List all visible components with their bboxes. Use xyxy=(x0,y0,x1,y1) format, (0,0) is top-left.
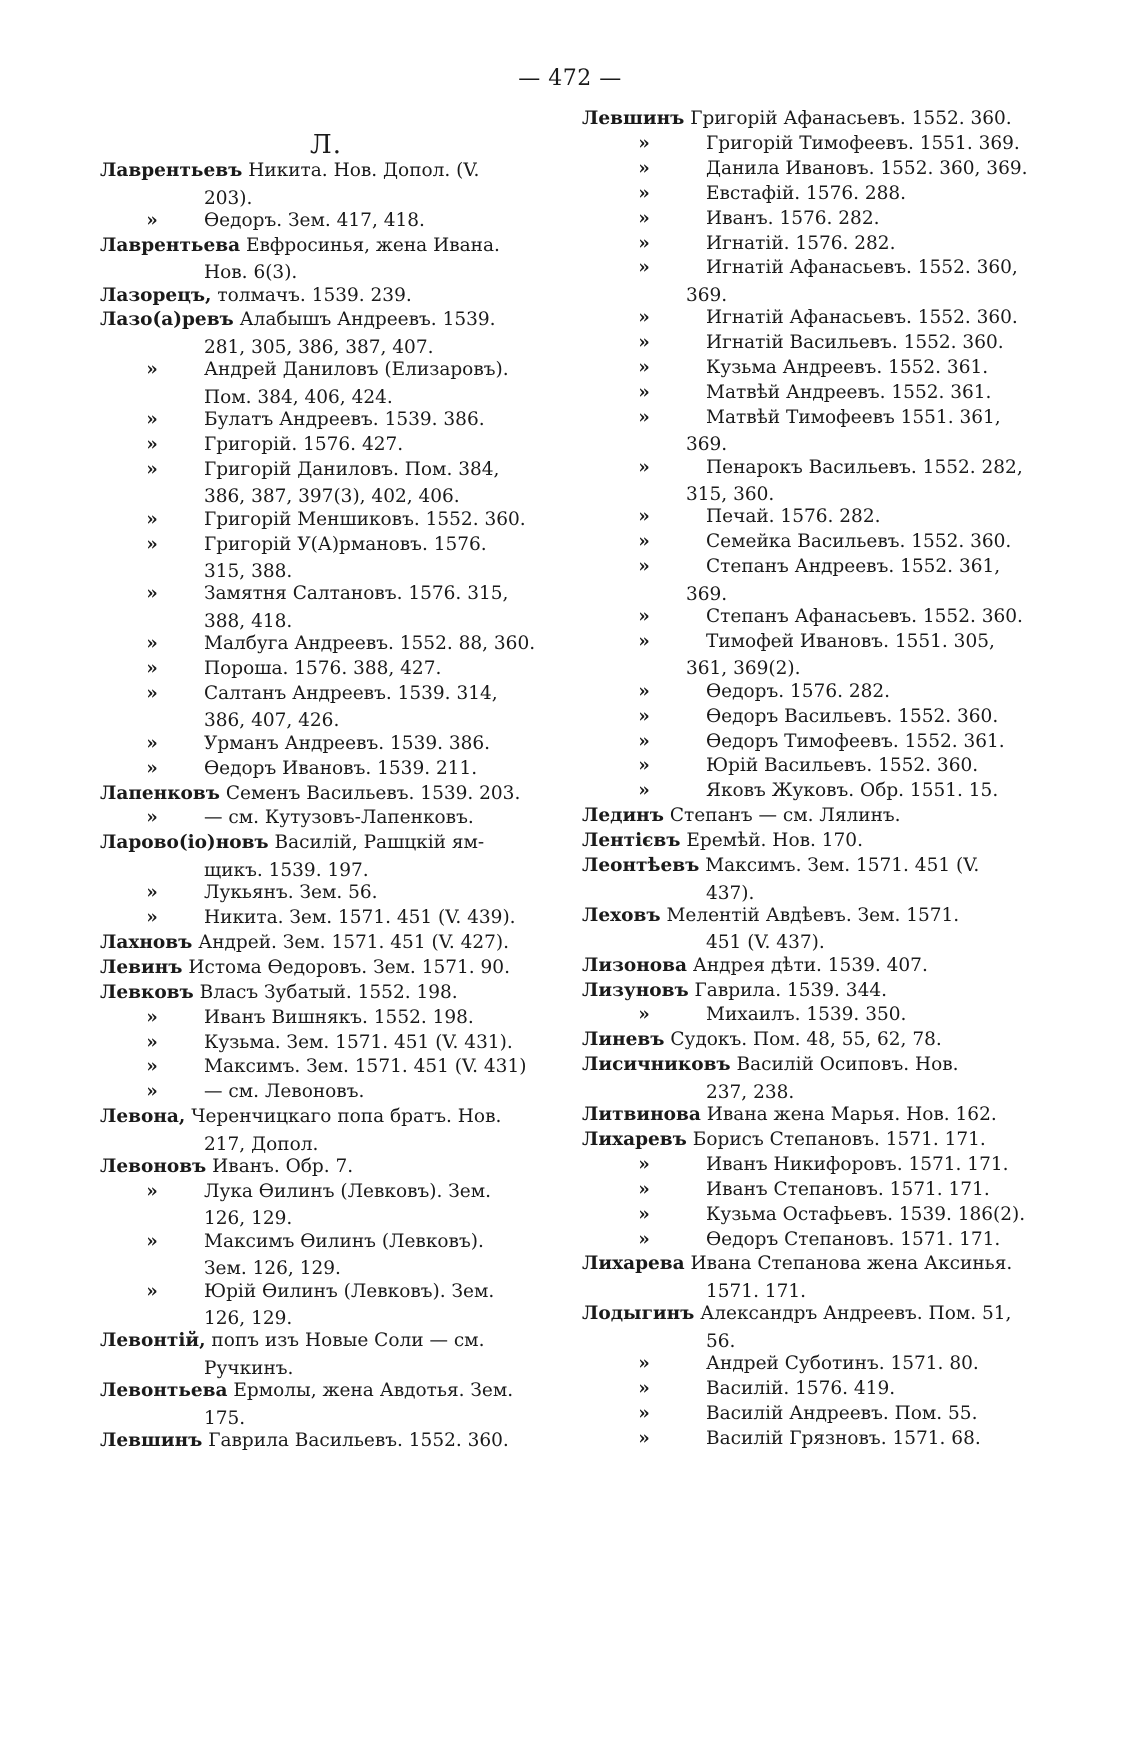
index-entry xyxy=(100,1427,552,1455)
index-entry xyxy=(100,1178,552,1233)
index-entry xyxy=(582,454,1034,509)
entry-text: 203). xyxy=(204,187,253,209)
index-entry xyxy=(582,354,1034,382)
ditto-mark: » xyxy=(146,209,158,231)
ditto-mark: » xyxy=(146,458,158,480)
ditto-mark: » xyxy=(146,682,158,704)
index-entry xyxy=(100,431,552,459)
entry-text: 126, 129. xyxy=(204,1308,293,1330)
index-entry xyxy=(582,1425,1034,1453)
ditto-mark: » xyxy=(638,307,650,329)
index-entry xyxy=(100,1153,552,1181)
index-entry xyxy=(582,628,1034,683)
entry-surname: Лихаревъ xyxy=(582,1128,687,1150)
entry-text: Александръ Андреевъ. Пом. 51, xyxy=(700,1303,1012,1325)
entry-text: Степанъ Афанасьевъ. 1552. 360. xyxy=(706,606,1023,627)
entry-text: 281, 305, 386, 387, 407. xyxy=(204,336,434,358)
entry-text: Печай. 1576. 282. xyxy=(706,506,881,528)
entry-text: Григорій Тимофеевъ. 1551. 369. xyxy=(706,132,1020,154)
ditto-mark: » xyxy=(638,1353,650,1374)
ditto-mark: » xyxy=(638,157,650,179)
entry-text: Замятня Салтановъ. 1576. 315, xyxy=(204,583,509,605)
index-entry xyxy=(582,155,1034,183)
entry-text: щикъ. 1539. 197. xyxy=(204,859,369,881)
entry-surname: Левинъ xyxy=(100,956,183,978)
ditto-mark: » xyxy=(146,907,158,928)
entry-text: Булатъ Андреевъ. 1539. 386. xyxy=(204,409,485,430)
index-entry xyxy=(100,1278,552,1333)
index-entry xyxy=(100,1004,552,1032)
entry-text: Григорій. 1576. 427. xyxy=(204,433,404,455)
entry-text: 369. xyxy=(686,434,728,456)
entry-text: Матвѣй Андреевъ. 1552. 361. xyxy=(706,381,992,403)
index-entry xyxy=(582,105,1034,133)
ditto-mark: » xyxy=(638,531,650,553)
entry-text: Матвѣй Тимофеевъ 1551. 361, xyxy=(706,406,1001,428)
index-entry xyxy=(100,506,552,534)
entry-text: 369. xyxy=(686,284,728,306)
entry-text: Кузьма Остафьевъ. 1539. 186(2). xyxy=(706,1203,1026,1225)
ditto-mark: » xyxy=(146,1031,158,1053)
entry-text: Никита. Нов. Допол. (V. xyxy=(248,160,480,181)
index-entry xyxy=(582,1176,1034,1204)
entry-text: Ивана жена Марья. Нов. 162. xyxy=(706,1104,997,1125)
entry-surname: Лодыгинъ xyxy=(582,1303,695,1325)
index-entry xyxy=(582,827,1034,855)
index-entry xyxy=(100,954,552,982)
entry-text: Юрій Васильевъ. 1552. 360. xyxy=(706,755,979,777)
index-entry xyxy=(582,1250,1034,1305)
entry-text: 217, Допол. xyxy=(204,1133,319,1155)
index-entry xyxy=(582,1201,1034,1229)
entry-text: Игнатій. 1576. 282. xyxy=(706,232,896,254)
index-entry xyxy=(582,1051,1034,1106)
entry-text: — см. Кутузовъ-Лапенковъ. xyxy=(204,807,474,829)
entry-text: Данила Ивановъ. 1552. 360, 369. xyxy=(706,157,1028,179)
entry-text: — см. Левоновъ. xyxy=(204,1081,365,1103)
index-entry xyxy=(582,230,1034,258)
entry-surname: Лазорецъ, xyxy=(100,284,212,306)
entry-surname: Лизонова xyxy=(582,954,687,976)
entry-text: Кузьма Андреевъ. 1552. 361. xyxy=(706,357,989,378)
entry-surname: Лединъ xyxy=(582,805,664,827)
entry-text: Максимъ. Зем. 1571. 451 (V. 431) xyxy=(204,1056,527,1078)
index-entry xyxy=(100,829,552,884)
entry-text: Игнатій Афанасьевъ. 1552. 360. xyxy=(706,307,1018,329)
index-entry xyxy=(100,306,552,361)
entry-text: Алабышъ Андреевъ. 1539. xyxy=(239,309,496,331)
index-entry xyxy=(100,804,552,832)
entry-surname: Лисичниковъ xyxy=(582,1054,731,1076)
entry-surname: Левшинъ xyxy=(582,108,685,129)
entry-text: Иванъ Степановъ. 1571. 171. xyxy=(706,1178,990,1200)
index-entry xyxy=(100,157,552,212)
entry-text: Өедоръ Васильевъ. 1552. 360. xyxy=(706,705,999,727)
index-entry xyxy=(100,1228,552,1283)
entry-text: Семейка Васильевъ. 1552. 360. xyxy=(706,531,1012,553)
entry-text: 315, 360. xyxy=(686,484,775,506)
index-entry xyxy=(582,703,1034,731)
entry-text: 56. xyxy=(706,1330,736,1352)
index-entry xyxy=(100,755,552,783)
index-entry xyxy=(100,1029,552,1057)
entry-surname: Литвинова xyxy=(582,1104,701,1125)
ditto-mark: » xyxy=(146,633,158,655)
index-entry xyxy=(100,1078,552,1106)
entry-surname: Левона, xyxy=(100,1106,186,1128)
entry-surname: Левшинъ xyxy=(100,1429,203,1451)
ditto-mark: » xyxy=(638,1004,650,1026)
index-entry xyxy=(582,130,1034,158)
entry-surname: Лахновъ xyxy=(100,931,193,953)
entry-text: Игнатій Васильевъ. 1552. 360. xyxy=(706,332,1004,354)
index-entry xyxy=(582,329,1034,357)
entry-text: Степанъ Андреевъ. 1552. 361, xyxy=(706,556,1001,578)
ditto-mark: » xyxy=(146,1081,158,1103)
ditto-mark: » xyxy=(638,730,650,752)
index-entry xyxy=(582,379,1034,407)
entry-surname: Лаврентьева xyxy=(100,234,241,256)
entry-text: Василій Андреевъ. Пом. 55. xyxy=(706,1402,978,1424)
index-entry xyxy=(100,1327,552,1382)
ditto-mark: » xyxy=(638,182,650,204)
index-entry xyxy=(100,979,552,1007)
ditto-mark: » xyxy=(638,207,650,229)
entry-text: 1571. 171. xyxy=(706,1280,807,1302)
ditto-mark: » xyxy=(638,132,650,154)
entry-text: Семенъ Васильевъ. 1539. 203. xyxy=(225,782,521,804)
index-entry xyxy=(100,904,552,932)
entry-text: 451 (V. 437). xyxy=(706,932,825,954)
entry-text: Кузьма. Зем. 1571. 451 (V. 431). xyxy=(204,1031,513,1053)
entry-text: Андрея дѣти. 1539. 407. xyxy=(692,954,928,976)
ditto-mark: » xyxy=(638,381,650,403)
index-entry xyxy=(582,528,1034,556)
ditto-mark: » xyxy=(146,732,158,754)
ditto-mark: » xyxy=(638,257,650,279)
entry-text: Василій Осиповъ. Нов. xyxy=(736,1054,959,1076)
entry-surname: Левковъ xyxy=(100,981,194,1003)
ditto-mark: » xyxy=(638,232,650,254)
entry-text: Судокъ. Пом. 48, 55, 62, 78. xyxy=(670,1029,942,1051)
entry-surname: Линевъ xyxy=(582,1029,665,1051)
entry-text: Власъ Зубатый. 1552. 198. xyxy=(199,981,458,1003)
entry-text: Андрей. Зем. 1571. 451 (V. 427). xyxy=(198,931,509,953)
index-entry xyxy=(582,205,1034,233)
entry-surname: Левонтьева xyxy=(100,1380,228,1402)
index-entry xyxy=(582,404,1034,459)
ditto-mark: » xyxy=(638,705,650,727)
ditto-mark: » xyxy=(146,508,158,530)
entry-text: 126, 129. xyxy=(204,1208,293,1230)
index-entry xyxy=(582,802,1034,830)
ditto-mark: » xyxy=(146,807,158,829)
index-entry xyxy=(582,503,1034,531)
index-entry xyxy=(100,655,552,683)
entry-text: Ручкинъ. xyxy=(204,1357,294,1379)
entry-text: Черенчицкаго попа братъ. Нов. xyxy=(191,1106,502,1128)
ditto-mark: » xyxy=(638,456,650,478)
entry-text: Юрій Өилинъ (Левковъ). Зем. xyxy=(204,1280,495,1302)
index-entry xyxy=(582,752,1034,780)
ditto-mark: » xyxy=(146,757,158,779)
entry-text: Тимофей Ивановъ. 1551. 305, xyxy=(706,630,995,652)
index-entry xyxy=(582,553,1034,608)
entry-text: Өедоръ. 1576. 282. xyxy=(706,680,891,702)
index-entry xyxy=(582,1400,1034,1428)
entry-text: 175. xyxy=(204,1407,246,1429)
entry-surname: Лаврентьевъ xyxy=(100,160,243,181)
entry-surname: Лентієвъ xyxy=(582,830,681,852)
index-entry xyxy=(100,1053,552,1081)
index-entry xyxy=(100,531,552,586)
ditto-mark: » xyxy=(638,332,650,354)
entry-text: Өедоръ Тимофеевъ. 1552. 361. xyxy=(706,730,1005,752)
entry-text: Лука Өилинъ (Левковъ). Зем. xyxy=(204,1180,491,1202)
index-entry xyxy=(100,580,552,635)
entry-text: толмачъ. 1539. 239. xyxy=(217,284,412,306)
entry-text: Андрей Суботинъ. 1571. 80. xyxy=(706,1353,979,1374)
entry-text: 369. xyxy=(686,583,728,605)
entry-text: Малбуга Андреевъ. 1552. 88, 360. xyxy=(204,633,536,655)
entry-surname: Леонтѣевъ xyxy=(582,855,700,876)
index-entry xyxy=(100,356,552,411)
ditto-mark: » xyxy=(146,1280,158,1302)
ditto-mark: » xyxy=(146,1230,158,1252)
index-entry xyxy=(100,879,552,907)
entry-text: Иванъ Вишнякъ. 1552. 198. xyxy=(204,1006,474,1028)
index-entry xyxy=(582,1300,1034,1355)
index-entry xyxy=(582,304,1034,332)
entry-text: Өедоръ Ивановъ. 1539. 211. xyxy=(204,757,478,779)
entry-text: Урманъ Андреевъ. 1539. 386. xyxy=(204,732,491,754)
entry-text: Яковъ Жуковъ. Обр. 1551. 15. xyxy=(706,780,999,802)
index-entry xyxy=(100,406,552,434)
entry-text: Гаврила Васильевъ. 1552. 360. xyxy=(208,1429,509,1451)
section-letter-heading: Л. xyxy=(310,130,342,160)
entry-text: Евстафій. 1576. 288. xyxy=(706,182,907,204)
index-entry xyxy=(582,728,1034,756)
index-entry xyxy=(100,730,552,758)
entry-text: Мелентій Авдѣевъ. Зем. 1571. xyxy=(666,904,960,926)
ditto-mark: » xyxy=(638,1427,650,1449)
index-entry xyxy=(582,1350,1034,1378)
entry-text: Иванъ. 1576. 282. xyxy=(706,207,880,229)
entry-text: Григорій Афанасьевъ. 1552. 360. xyxy=(690,108,1012,129)
entry-text: Өедоръ. Зем. 417, 418. xyxy=(204,209,425,231)
ditto-mark: » xyxy=(146,433,158,455)
entry-text: Василій Грязновъ. 1571. 68. xyxy=(706,1427,981,1449)
entry-text: Салтанъ Андреевъ. 1539. 314, xyxy=(204,682,498,704)
entry-text: Гаврила. 1539. 344. xyxy=(694,979,887,1001)
ditto-mark: » xyxy=(638,755,650,777)
index-entry xyxy=(582,1126,1034,1154)
ditto-mark: » xyxy=(638,606,650,627)
index-entry xyxy=(100,282,552,310)
index-entry xyxy=(100,456,552,511)
ditto-mark: » xyxy=(146,882,158,904)
entry-surname: Лазо(а)ревъ xyxy=(100,309,234,331)
ditto-mark: » xyxy=(146,409,158,430)
entry-text: Борисъ Степановъ. 1571. 171. xyxy=(692,1128,986,1150)
entry-text: Андрей Даниловъ (Елизаровъ). xyxy=(204,359,509,381)
entry-text: Лукьянъ. Зем. 56. xyxy=(204,882,378,904)
entry-text: Ермолы, жена Авдотья. Зем. xyxy=(233,1380,514,1402)
entry-text: 361, 369(2). xyxy=(686,658,801,680)
entry-text: Иванъ. Обр. 7. xyxy=(212,1156,354,1177)
index-entry xyxy=(582,1101,1034,1129)
entry-text: Пом. 384, 406, 424. xyxy=(204,386,393,408)
index-entry xyxy=(582,1151,1034,1179)
page-number: — 472 — xyxy=(518,66,622,91)
entry-text: 386, 407, 426. xyxy=(204,710,340,732)
entry-text: Василій. 1576. 419. xyxy=(706,1377,896,1399)
ditto-mark: » xyxy=(638,406,650,428)
ditto-mark: » xyxy=(146,658,158,679)
entry-text: 315, 388. xyxy=(204,561,293,583)
index-entry xyxy=(582,777,1034,805)
ditto-mark: » xyxy=(638,1153,650,1175)
index-entry xyxy=(100,780,552,808)
index-entry xyxy=(582,1001,1034,1029)
entry-text: Иванъ Никифоровъ. 1571. 171. xyxy=(706,1153,1009,1175)
ditto-mark: » xyxy=(638,556,650,578)
entry-text: Еремѣй. Нов. 170. xyxy=(686,830,863,852)
index-entry xyxy=(100,630,552,658)
index-entry xyxy=(582,952,1034,980)
index-entry xyxy=(582,1375,1034,1403)
index-entry xyxy=(582,852,1034,907)
ditto-mark: » xyxy=(638,1402,650,1424)
ditto-mark: » xyxy=(146,1056,158,1078)
ditto-mark: » xyxy=(638,506,650,528)
entry-text: Евфросинья, жена Ивана. xyxy=(245,234,500,256)
entry-text: Ивана Степанова жена Аксинья. xyxy=(690,1253,1013,1275)
entry-text: Григорій Даниловъ. Пом. 384, xyxy=(204,458,500,480)
ditto-mark: » xyxy=(638,1203,650,1225)
index-entry xyxy=(100,680,552,735)
index-entry xyxy=(582,603,1034,631)
entry-text: Василій, Рашцкій ям- xyxy=(274,832,485,854)
entry-text: Пороша. 1576. 388, 427. xyxy=(204,658,442,679)
entry-surname: Левоновъ xyxy=(100,1156,207,1177)
entry-text: 437). xyxy=(706,882,755,904)
index-entry xyxy=(582,254,1034,309)
ditto-mark: » xyxy=(638,630,650,652)
ditto-mark: » xyxy=(146,533,158,555)
entry-text: Максимъ. Зем. 1571. 451 (V. xyxy=(705,855,980,876)
index-entry xyxy=(100,1377,552,1432)
index-entry xyxy=(582,180,1034,208)
entry-text: попъ изъ Новые Соли — см. xyxy=(211,1330,485,1352)
index-entry xyxy=(100,929,552,957)
entry-text: Өедоръ Степановъ. 1571. 171. xyxy=(706,1228,1001,1250)
entry-text: Степанъ — см. Лялинъ. xyxy=(669,805,901,827)
index-entry xyxy=(100,232,552,287)
index-entry xyxy=(582,977,1034,1005)
index-entry xyxy=(100,207,552,235)
entry-surname: Леховъ xyxy=(582,904,661,926)
ditto-mark: » xyxy=(638,357,650,378)
entry-text: Григорій У(А)рмановъ. 1576. xyxy=(204,533,487,555)
ditto-mark: » xyxy=(146,583,158,605)
entry-text: Никита. Зем. 1571. 451 (V. 439). xyxy=(204,907,516,928)
ditto-mark: » xyxy=(638,1228,650,1250)
ditto-mark: » xyxy=(146,359,158,381)
entry-surname: Лапенковъ xyxy=(100,782,220,804)
ditto-mark: » xyxy=(638,680,650,702)
entry-text: Михаилъ. 1539. 350. xyxy=(706,1004,907,1026)
index-entry xyxy=(100,1103,552,1158)
ditto-mark: » xyxy=(638,780,650,802)
ditto-mark: » xyxy=(638,1178,650,1200)
entry-surname: Ларово(іо)новъ xyxy=(100,832,269,854)
entry-text: Пенарокъ Васильевъ. 1552. 282, xyxy=(706,456,1023,478)
ditto-mark: » xyxy=(638,1377,650,1399)
index-entry xyxy=(582,902,1034,957)
entry-text: Нов. 6(3). xyxy=(204,262,298,284)
index-entry xyxy=(582,1026,1034,1054)
entry-surname: Лизуновъ xyxy=(582,979,689,1001)
entry-text: Максимъ Өилинъ (Левковъ). xyxy=(204,1230,484,1252)
entry-text: 386, 387, 397(3), 402, 406. xyxy=(204,486,460,508)
entry-text: Зем. 126, 129. xyxy=(204,1258,341,1280)
entry-surname: Лихарева xyxy=(582,1253,685,1275)
entry-text: Игнатій Афанасьевъ. 1552. 360, xyxy=(706,257,1018,279)
entry-text: 237, 238. xyxy=(706,1081,795,1103)
entry-surname: Левонтій, xyxy=(100,1330,206,1352)
entry-text: Григорій Меншиковъ. 1552. 360. xyxy=(204,508,526,530)
ditto-mark: » xyxy=(146,1006,158,1028)
index-entry xyxy=(582,1226,1034,1254)
ditto-mark: » xyxy=(146,1180,158,1202)
entry-text: 388, 418. xyxy=(204,610,293,632)
entry-text: Истома Өедоровъ. Зем. 1571. 90. xyxy=(188,956,510,978)
index-entry xyxy=(582,678,1034,706)
